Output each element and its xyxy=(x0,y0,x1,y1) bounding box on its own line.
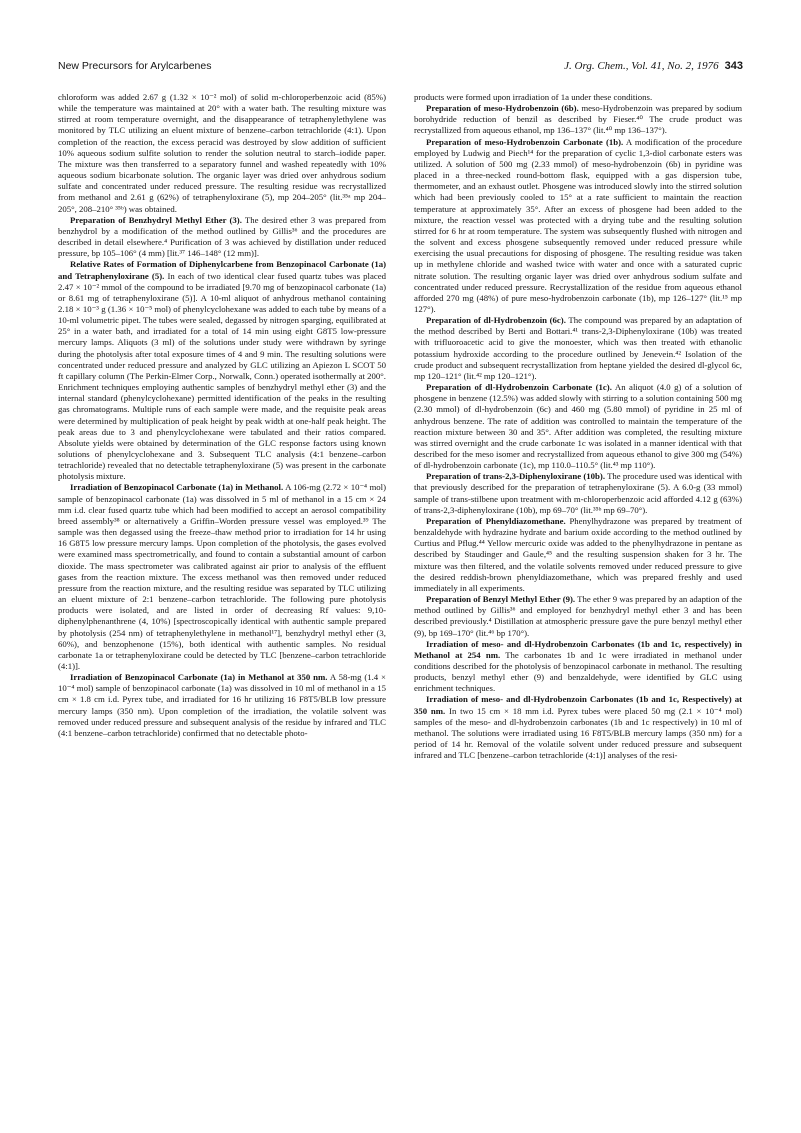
paragraph xyxy=(58,672,386,739)
paragraph xyxy=(58,259,386,482)
paragraph-heading: Preparation of Benzyl Methyl Ether (9). xyxy=(426,594,576,605)
paragraph-text: In each of two identical clear fused quartz tubes was placed 2.47 × 10⁻² mmol of the compound to be irradiated [9.70 mg of benzopinacol carbonate (1a) or 8.61 mg of tetraphenyloxirane (5)]. A 10-ml aliquot of anhydrous methanol containing 2.18 × 10⁻³ g (1.36 × 10⁻⁵ mol) of phenylcyclohexane was added to each tube by means of a 10-ml volumetric pipet. The tubes were sealed, degassed by nitrogen sparging, equilibrated at 25° in a water bath, and irradiated for a total of 14 min using eight G8T5 low-pressure mercury lamps. Aliquots (3 ml) of the solutions under study were withdrawn by syringe during the photolysis after total exposure times of 4 and 9 min. The resulting solutions were concentrated under reduced pressure and analyzed by GLC utilizing an Apiezon L SCOT 50 ft capillary column (The Perkin-Elmer Corp., Norwalk, Conn.) operated isothermally at 200°. Enrichment techniques employing authentic samples of benzhydryl methyl ether (3) and the internal standard (phenylcyclohexane) permitted identification of the peaks in the resulting gas chromatograms. Multiple runs of each sample were made, and the requisite peak areas were determined by multiplication of peak height by peak width at one-half peak height. The peak areas due to 3 and phenylcyclohexane were tabulated and their ratios compared. Absolute yields were obtained by determination of the GLC response factors using known solutions of phenylcyclohexane and 3. Subsequent TLC analysis (4:1 benzene–carbon tetrachloride) revealed that no detectable tetraphenyloxirane (5) was present in the carbonate photolysis mixture. xyxy=(58,270,386,482)
journal-name: J. Org. Chem., Vol. 41, No. 2, 1976 xyxy=(564,60,719,72)
right-column xyxy=(414,92,742,1104)
paragraph-text: chloroform was added 2.67 g (1.32 × 10⁻² mol) of solid m-chloroperbenzoic acid (85%) while the temperature was maintained at 20° with a water bath. The resulting mixture was stirred at room temperature overnight, and the disappearance of tetraphenylethylene was monitored by TLC utilizing an eluent mixture of benzene–carbon tetrachloride (4:1). Upon completion of the reaction, the excess peracid was destroyed by slow addition of sufficient 10% aqueous sodium sulfite solution to render the solution neutral to starch–iodide paper. The mixture was then transferred to a separatory funnel and washed repeatedly with 10% aqueous sodium bicarbonate solution. The organic layer was dried over anhydrous sodium sulfate and concentrated under reduced pressure. The resulting residue was recrystallized from methanol and 2.61 g (62%) of tetraphenyloxirane (5), mp 204–205° (lit.³⁵ᵃ mp 204–205°, 208–210° ³⁵ᵇ) was obtained. xyxy=(58,92,386,214)
paragraph xyxy=(414,516,742,594)
paragraph-text: The desired ether 3 was prepared from benzhydrol by a modification of the method outlined by Gillis³⁶ and the procedures are described in detail elsewhere.⁴ Purification of 3 was achieved by distillation under reduced pressure, bp 105–106° (4 mm) [lit.³⁷ 146–148° (12 mm)]. xyxy=(58,214,386,259)
paragraph xyxy=(414,594,742,639)
paragraph xyxy=(414,639,742,695)
paragraph-heading: Irradiation of Benzopinacol Carbonate (1a) in Methanol. xyxy=(70,482,284,493)
paragraph xyxy=(414,137,742,316)
paragraph xyxy=(414,471,742,516)
paragraph-heading: Preparation of trans-2,3-Diphenyloxirane (10b). xyxy=(426,471,606,482)
paragraph-text: The compound was prepared by an adaptation of the method described by Berti and Bottari.⁴¹ trans-2,3-Diphenyloxirane (10b) was treated with trifluoroacetic acid to give the monoester, which was then treated with ethanolic potassium hydroxide according to the procedure outlined by Jenevein.⁴² Isolation of the crude product and subsequent recrystallization from heptane yielded the desired dl-glycol 6c, mp 120–121° (lit.⁴² mp 120–121°). xyxy=(414,315,742,381)
paragraph-text: A 106-mg (2.72 × 10⁻⁴ mol) sample of benzopinacol carbonate (1a) was dissolved in 5 ml of methanol in a 15 cm × 24 mm i.d. clear fused quartz tube which had been modified to accept an aerosol compatibility breed assembly³⁸ or alternatively a Griffin–Worden pressure vessel was employed.³⁹ The sample was then degassed using the freeze–thaw method prior to irradiation for 14 hr using 16 G8T5 low pressure mercury lamps. Upon completion of the photolysis, the gases evolved were examined mass spectrometrically, and found to contain a substantial amount of carbon dioxide. The mass spectrometer was calibrated against air prior to analysis of the effluent gases from the reaction mixture. The excess methanol was then removed under reduced pressure from the reaction mixture, and the resulting residue was separated by TLC utilizing an eluent mixture of 2:1 benzene–carbon tetrachloride. The following pure photolysis products were isolated, and are listed in order of decreasing Rf values: 9,10-diphenylphenanthrene (4, 10%) [spectroscopically identical with authentic sample prepared by photolysis (254 nm) of tetraphenylethylene in methanol¹⁷], benzhydryl methyl ether (3, 60%), and benzophenone (15%), both identical with authentic samples. No residual carbonate 1a or tetraphenyloxirane could be detected by TLC [benzene–carbon tetrachloride (4:1)]. xyxy=(58,482,386,671)
paragraph-text: A 58-mg (1.4 × 10⁻⁴ mol) sample of benzopinacol carbonate (1a) was dissolved in 10 ml of methanol in a 15 cm × 1.8 cm i.d. Pyrex tube, and irradiated for 16 hr utilizing 16 F8T5/BLB low pressure mercury lamps (350 nm). Upon completion of the irradiation, the volatile solvent was removed under reduced pressure and subsequent analysis of the residue by infrared and TLC (4:1 benzene–carbon tetrachloride) confirmed that no detectable photo- xyxy=(58,672,386,738)
paragraph-heading: Preparation of Phenyldiazomethane. xyxy=(426,515,566,526)
paragraph-heading: Preparation of meso-Hydrobenzoin (6b). xyxy=(426,103,579,114)
paragraph-heading: Irradiation of Benzopinacol Carbonate (1a) in Methanol at 350 nm. xyxy=(70,672,328,683)
paragraph-heading: Irradiation of meso- and dl-Hydrobenzoin Carbonates (1b and 1c, respectively) in Methanol at 254 nm. xyxy=(414,638,742,660)
paragraph xyxy=(414,92,742,103)
paragraph-heading: Relative Rates of Formation of Diphenylcarbene from Benzopinacol Carbonate (1a) and Tetraphenyloxirane (5). xyxy=(58,259,386,281)
paragraph xyxy=(414,315,742,382)
journal-citation xyxy=(564,60,743,72)
paragraph xyxy=(414,694,742,761)
paragraph-heading: Irradiation of meso- and dl-Hydrobenzoin Carbonates (1b and 1c, Respectively) at 350 nm. xyxy=(414,694,742,716)
paragraph-text: In two 15 cm × 18 mm i.d. Pyrex tubes were placed 50 mg (2.1 × 10⁻⁴ mol) samples of the meso- and dl-hydrobenzoin carbonates (1b and 1c respectively) in 10 ml of methanol. The solutions were irradiated using 16 F8T5/BLB mercury lamps (350 nm) for a period of 14 hr. Removal of the volatile solvent under reduced pressure and subsequent infrared and TLC [benzene–carbon tetrachloride (4:1)] analyses of the resi- xyxy=(414,705,742,761)
paragraph-text: meso-Hydrobenzoin was prepared by sodium borohydride reduction of benzil as described by Fieser.⁴⁰ The crude product was recrystallized from aqueous ethanol, mp 136–137° (lit.⁴⁰ mp 136–137°). xyxy=(414,103,742,136)
page-number: 343 xyxy=(724,60,743,72)
running-title: New Precursors for Arylcarbenes xyxy=(58,60,212,72)
paragraph-text: An aliquot (4.0 g) of a solution of phosgene in benzene (12.5%) was added slowly with stirring to a solution containing 500 mg (2.30 mmol) of dl-hydrobenzoin (6c) and 460 mg (5.80 mmol) of pyridine in 25 ml of anhydrous benzene. The rate of addition was controlled to maintain the temperature of the reaction mixture between 30 and 35°. After addition was completed, the resulting mixture was stirred overnight and the crude carbonate 1c was isolated in a manner identical with that described for the meso isomer and recrystallized from aqueous ethanol to give 300 mg (54%) of dl-hydrobenzoin carbonate (1c), mp 110.0–110.5° (lit.⁴³ mp 110°). xyxy=(414,382,742,471)
left-column xyxy=(58,92,386,1104)
paragraph-text: products were formed upon irradiation of 1a under these conditions. xyxy=(414,92,653,102)
paragraph-heading: Preparation of meso-Hydrobenzoin Carbonate (1b). xyxy=(426,136,624,147)
paragraph-heading: Preparation of dl-Hydrobenzoin (6c). xyxy=(426,315,566,326)
paragraph-text: Phenylhydrazone was prepared by treatment of benzaldehyde with hydrazine hydrate and barium oxide according to the method outlined by Curtius and Pflug.⁴⁴ Yellow mercuric oxide was added to the phenylhydrazone in pentane as described by Staudinger and Gaule,⁴⁵ and the resulting suspension shaken for 3 hr. The mixture was then filtered, and the volatile solvents removed under reduced pressure to give the desired reddish-brown phenyldiazomethane, which was prepared freshly and used immediately in all experiments. xyxy=(414,515,742,593)
paragraph xyxy=(414,382,742,471)
paragraph-heading: Preparation of Benzhydryl Methyl Ether (3). xyxy=(70,214,242,225)
page-header xyxy=(58,60,743,76)
paragraph xyxy=(58,215,386,260)
paragraph xyxy=(414,103,742,136)
paragraph xyxy=(58,92,386,215)
paragraph-text: The procedure used was identical with that previously described for the preparation of tetraphenyloxirane (5). A 6.0-g (33 mmol) sample of trans-stilbene upon treatment with m-chloroperbenzoic acid afforded 4.12 g (63%) of trans-2,3-diphenyloxirane (10b), mp 69–70° (lit.³⁵ᵇ mp 69–70°). xyxy=(414,471,742,515)
paragraph-text: The carbonates 1b and 1c were irradiated in methanol under conditions described for the photolysis of benzopinacol carbonate in methanol. The resulting products, benzyl methyl ether (9) and benzaldehyde, were identified by GLC using enrichment techniques. xyxy=(414,649,742,694)
paragraph-text: A modification of the procedure employed by Ludwig and Piech¹⁴ for the preparation of cyclic 1,3-diol carbonate esters was utilized. A solution of 500 mg (2.33 mmol) of meso-hydrobenzoin (6b) in pyridine was placed in a three-necked round-bottom flask, equipped with a gas dispersion tube, thermometer, and an exhaust outlet. Phosgene was introduced slowly into the stirred solution which had been previously cooled to 15° at a rate sufficient to maintain the reaction temperature at approximately 35°. After an excess of phosgene had been added to the mixture, the reaction vessel was protected with a drying tube and the resulting solution stirred for 6 hr at room temperature. The system was subsequently flushed with nitrogen and the solvent and excess phosgene subsequently removed under reduced pressure while exercising the usual precautions for disposing of phosgene. The resulting residue was taken up in methylene chloride and washed twice with water and once with a saturated cupric nitrate solution. The resulting organic layer was dried over anhydrous sodium sulfate and concentrated under reduced pressure. Recrystallization of the residue from aqueous ethanol afforded 270 mg (48%) of pure meso-hydrobenzoin carbonate (1b), mp 126–127° (lit.¹⁵ mp 127°). xyxy=(414,136,742,314)
paragraph xyxy=(58,482,386,672)
paragraph-heading: Preparation of dl-Hydrobenzoin Carbonate (1c). xyxy=(426,382,612,393)
paragraph-text: The ether 9 was prepared by an adaption of the method outlined by Gillis³⁶ and employed for benzhydryl methyl ether 3 and has been described previously.⁴ Distillation at atmospheric pressure gave the pure benzyl methyl ether (9), bp 169–170° (lit.⁴⁶ bp 170°). xyxy=(414,594,742,638)
